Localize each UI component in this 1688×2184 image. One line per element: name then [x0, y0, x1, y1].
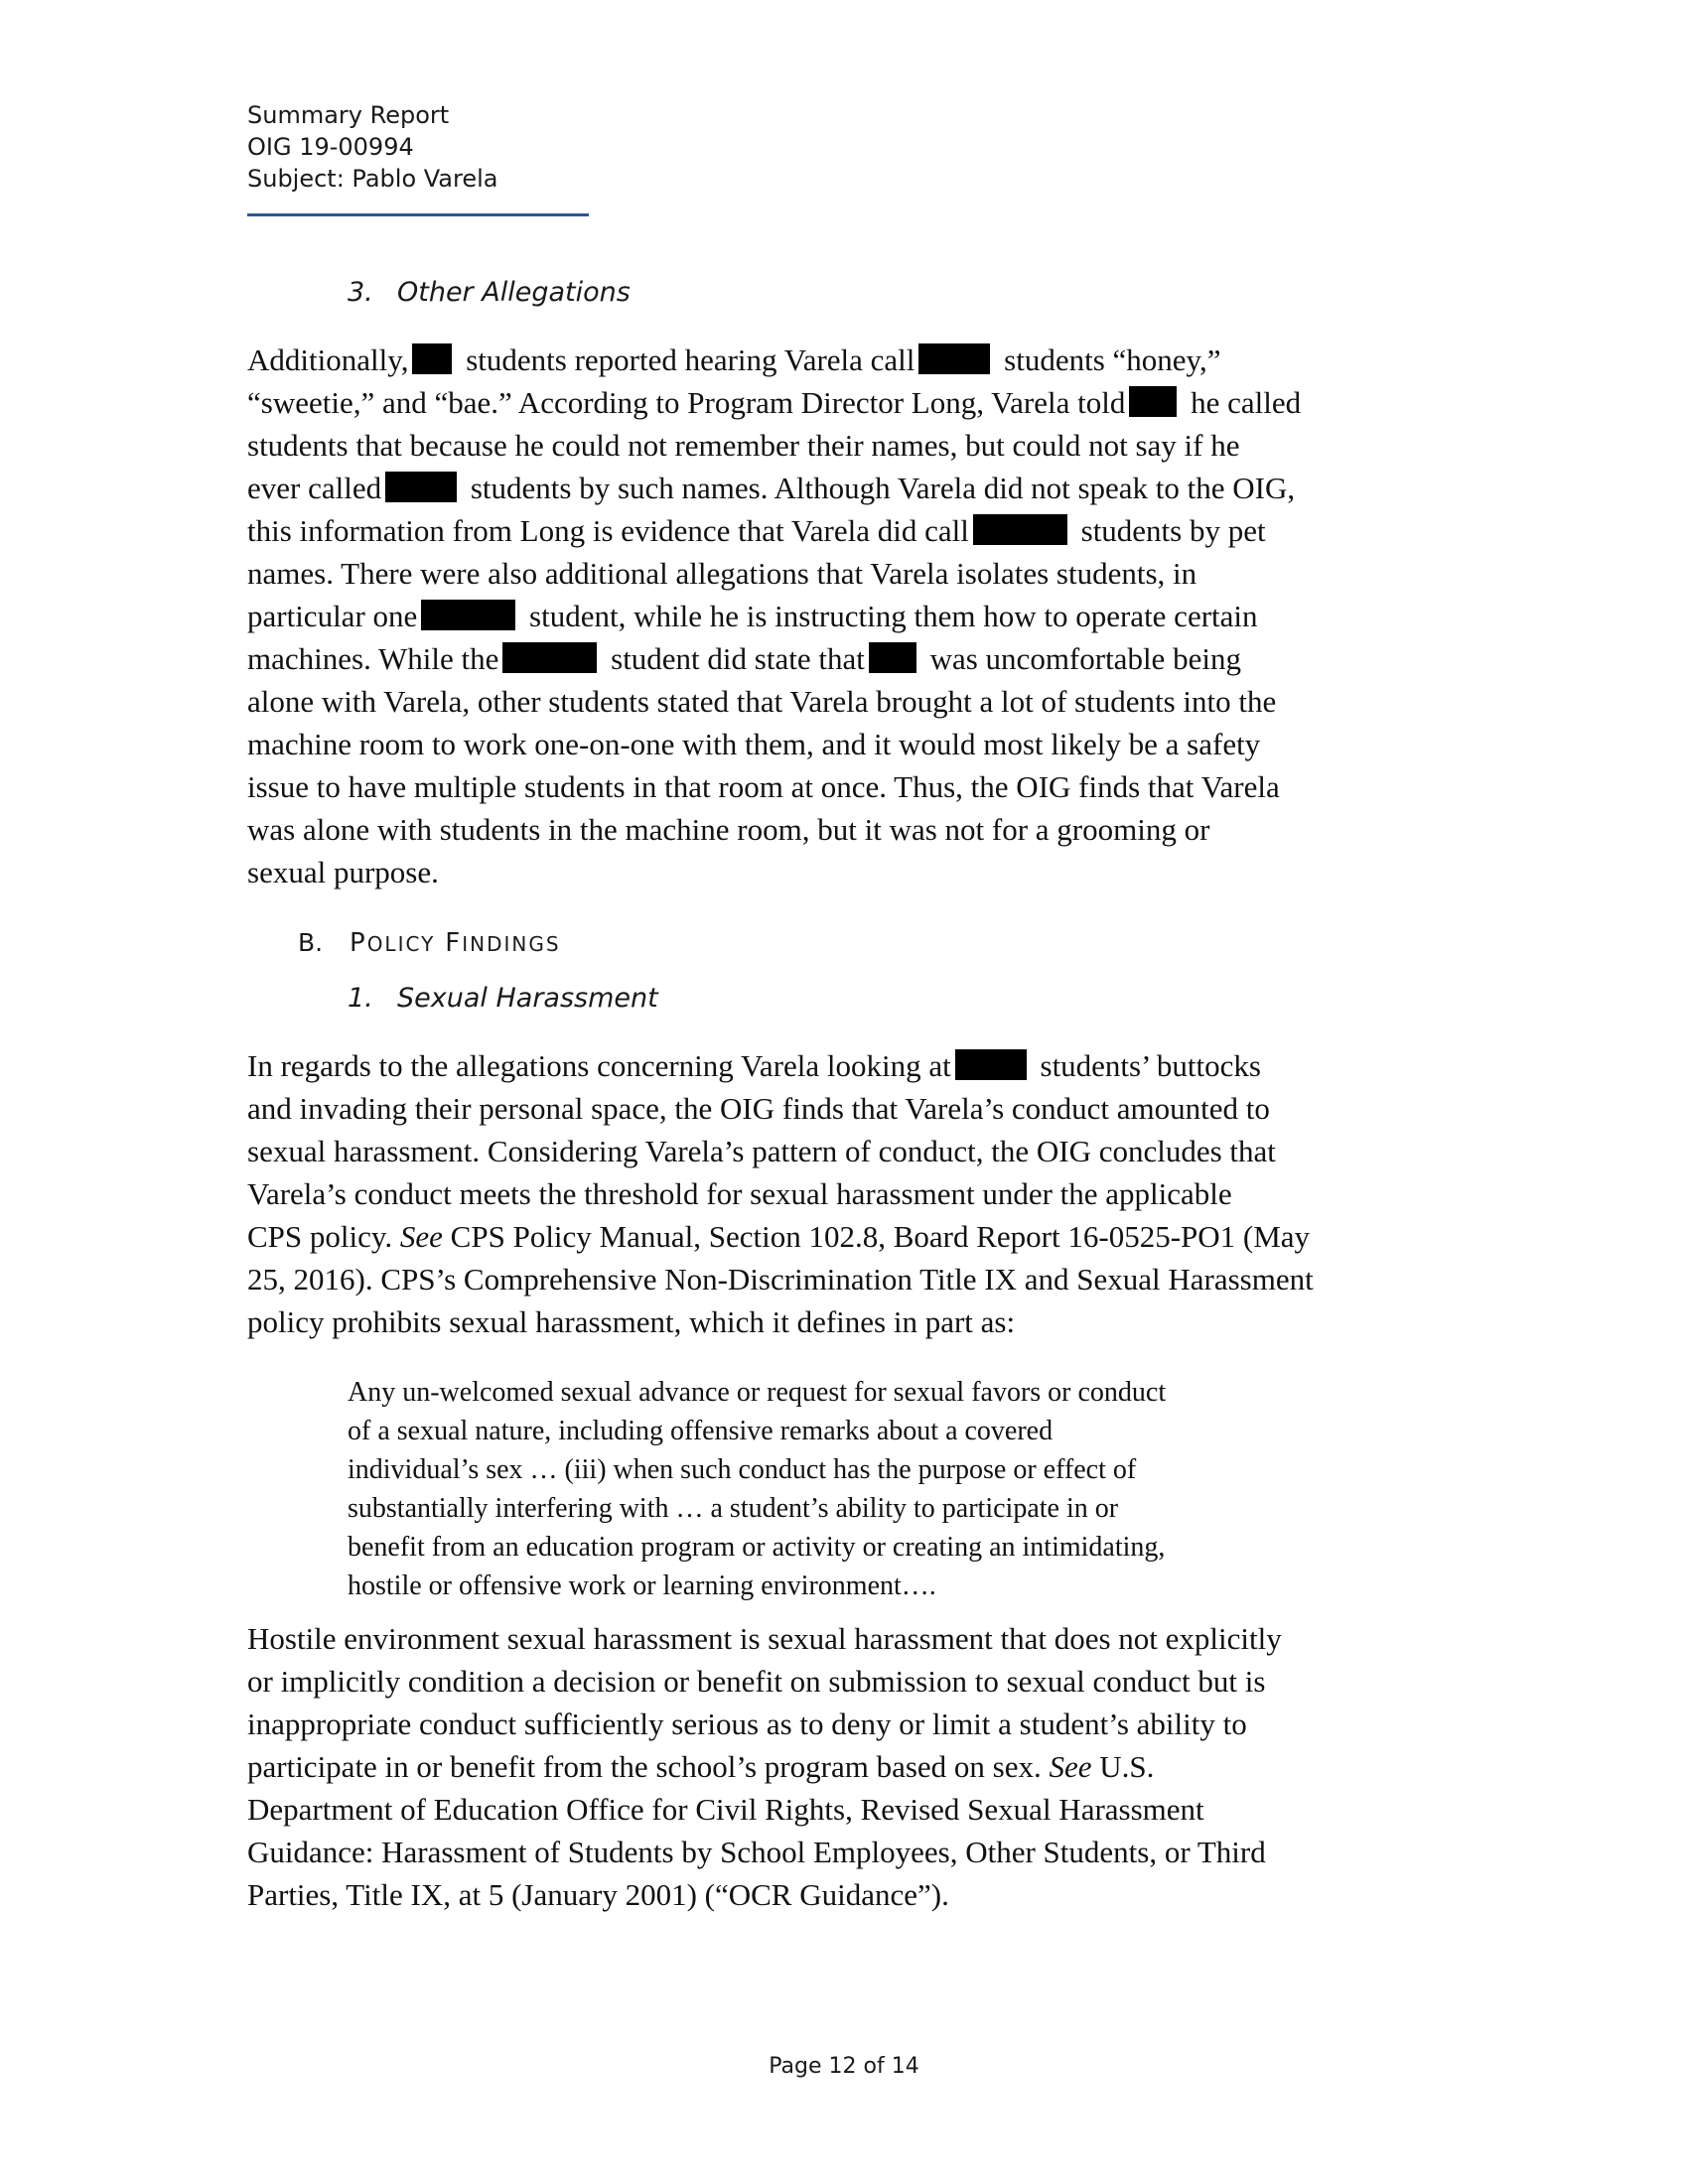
text-line: Hostile environment sexual harassment is sexual harassment that does not explicitly	[247, 1621, 1282, 1656]
quote-line: of a sexual nature, including offensive remarks about a covered	[348, 1416, 1054, 1446]
title-capital: F	[445, 928, 463, 958]
text-line: 25, 2016). CPS’s Comprehensive Non-Discrimination Title IX and Sexual Harassment	[247, 1262, 1314, 1297]
section-title: Other Allegations	[397, 277, 631, 308]
text-line	[247, 467, 1301, 509]
section-letter: B.	[298, 928, 324, 957]
header-divider	[247, 213, 589, 216]
text-line: inappropriate conduct sufficiently serious as to deny or limit a student’s ability to	[247, 1706, 1247, 1741]
text-run: CPS policy.	[247, 1219, 400, 1254]
quote-line: hostile or offensive work or learning environment….	[348, 1570, 936, 1601]
redaction-box	[973, 514, 1067, 545]
redaction-box	[421, 600, 515, 630]
text-line: sexual harassment. Considering Varela’s pattern of conduct, the OIG concludes that	[247, 1134, 1276, 1168]
text-run: In regards to the allegations concerning Varela looking at	[247, 1048, 951, 1083]
paragraph-hostile-environment	[247, 1617, 1282, 1916]
text-line: Varela’s conduct meets the threshold for sexual harassment under the applicable	[247, 1176, 1232, 1211]
redaction-box	[1129, 386, 1177, 417]
text-line: machine room to work one-on-one with them, and it would most likely be a safety	[247, 727, 1261, 761]
title-capital: P	[350, 928, 367, 958]
text-line	[247, 381, 1301, 424]
text-run: students reported hearing Varela call	[458, 342, 915, 377]
section-number: 3.	[348, 277, 373, 308]
text-line: or implicitly condition a decision or benefit on submission to sexual conduct but is	[247, 1664, 1266, 1699]
section-title: Sexual Harassment	[397, 983, 658, 1014]
text-line: Department of Education Office for Civil Rights, Revised Sexual Harassment	[247, 1792, 1204, 1827]
text-run: U.S.	[1091, 1749, 1155, 1784]
text-run: student did state that	[603, 641, 865, 676]
report-header	[247, 99, 498, 195]
paragraph-other-allegations	[247, 339, 1301, 893]
text-line	[247, 1745, 1282, 1788]
quote-line: benefit from an education program or activity or creating an intimidating,	[348, 1532, 1166, 1563]
text-line	[247, 339, 1301, 381]
text-line: issue to have multiple students in that room at once. Thus, the OIG finds that Varela	[247, 769, 1280, 804]
text-line: Guidance: Harassment of Students by School Employees, Other Students, or Third	[247, 1835, 1266, 1869]
text-line: names. There were also additional allegations that Varela isolates students, in	[247, 556, 1197, 591]
redaction-box	[412, 343, 452, 374]
text-line	[247, 509, 1301, 552]
text-run: ever called	[247, 471, 382, 505]
text-run: CPS Policy Manual, Section 102.8, Board Report 16-0525-PO1 (May	[442, 1219, 1311, 1254]
header-report-type: Summary Report	[247, 101, 450, 129]
text-run: student, while he is instructing them how to operate certain	[521, 599, 1258, 633]
section-heading-sexual-harassment	[348, 982, 658, 1016]
paragraph-sexual-harassment	[247, 1044, 1314, 1343]
text-run: this information from Long is evidence that Varela did call	[247, 513, 969, 548]
quote-line: individual’s sex … (iii) when such conduct has the purpose or effect of	[348, 1454, 1137, 1485]
section-heading-policy-findings	[298, 926, 561, 961]
text-run: was uncomfortable being	[921, 641, 1241, 676]
text-run: particular one	[247, 599, 418, 633]
text-line: alone with Varela, other students stated that Varela brought a lot of students into the	[247, 684, 1277, 719]
section-heading-other-allegations	[348, 276, 631, 310]
text-run: students by pet	[1072, 513, 1266, 548]
header-subject: Subject: Pablo Varela	[247, 165, 498, 193]
title-small-caps: INDINGS	[462, 932, 561, 956]
text-line	[247, 595, 1301, 637]
title-small-caps: OLICY	[366, 932, 436, 956]
text-run: machines. While the	[247, 641, 499, 676]
text-run: Additionally,	[247, 342, 409, 377]
header-case-number: OIG 19-00994	[247, 133, 414, 161]
text-line: was alone with students in the machine room, but it was not for a grooming or	[247, 812, 1210, 847]
text-line	[247, 637, 1301, 680]
redaction-box	[385, 472, 457, 502]
text-line: policy prohibits sexual harassment, which it defines in part as:	[247, 1304, 1016, 1339]
text-run: “sweetie,” and “bae.” According to Program Director Long, Varela told	[247, 385, 1126, 420]
text-line	[247, 1044, 1314, 1087]
text-run: participate in or benefit from the school’s program based on sex.	[247, 1749, 1050, 1784]
citation-signal: See	[1049, 1749, 1092, 1784]
text-line	[247, 1215, 1314, 1258]
text-line: students that because he could not remember their names, but could not say if he	[247, 428, 1240, 463]
text-run: he called	[1183, 385, 1302, 420]
text-line: sexual purpose.	[247, 855, 439, 889]
page-number: Page 12 of 14	[769, 2054, 919, 2079]
text-run: students by such names. Although Varela did not speak to the OIG,	[463, 471, 1296, 505]
redaction-box	[955, 1049, 1027, 1080]
redaction-box	[502, 642, 597, 673]
redaction-box	[869, 642, 916, 673]
redaction-box	[918, 343, 990, 374]
quote-line: Any un-welcomed sexual advance or request for sexual favors or conduct	[348, 1377, 1167, 1408]
citation-signal: See	[399, 1219, 443, 1254]
policy-block-quote	[348, 1373, 1166, 1605]
quote-line: substantially interfering with … a student’s ability to participate in or	[348, 1493, 1119, 1524]
text-line: Parties, Title IX, at 5 (January 2001) (“OCR Guidance”).	[247, 1877, 949, 1912]
section-number: 1.	[348, 983, 373, 1014]
text-line: and invading their personal space, the OIG finds that Varela’s conduct amounted to	[247, 1091, 1270, 1126]
text-run: students’ buttocks	[1032, 1048, 1261, 1083]
text-run: students “honey,”	[996, 342, 1221, 377]
